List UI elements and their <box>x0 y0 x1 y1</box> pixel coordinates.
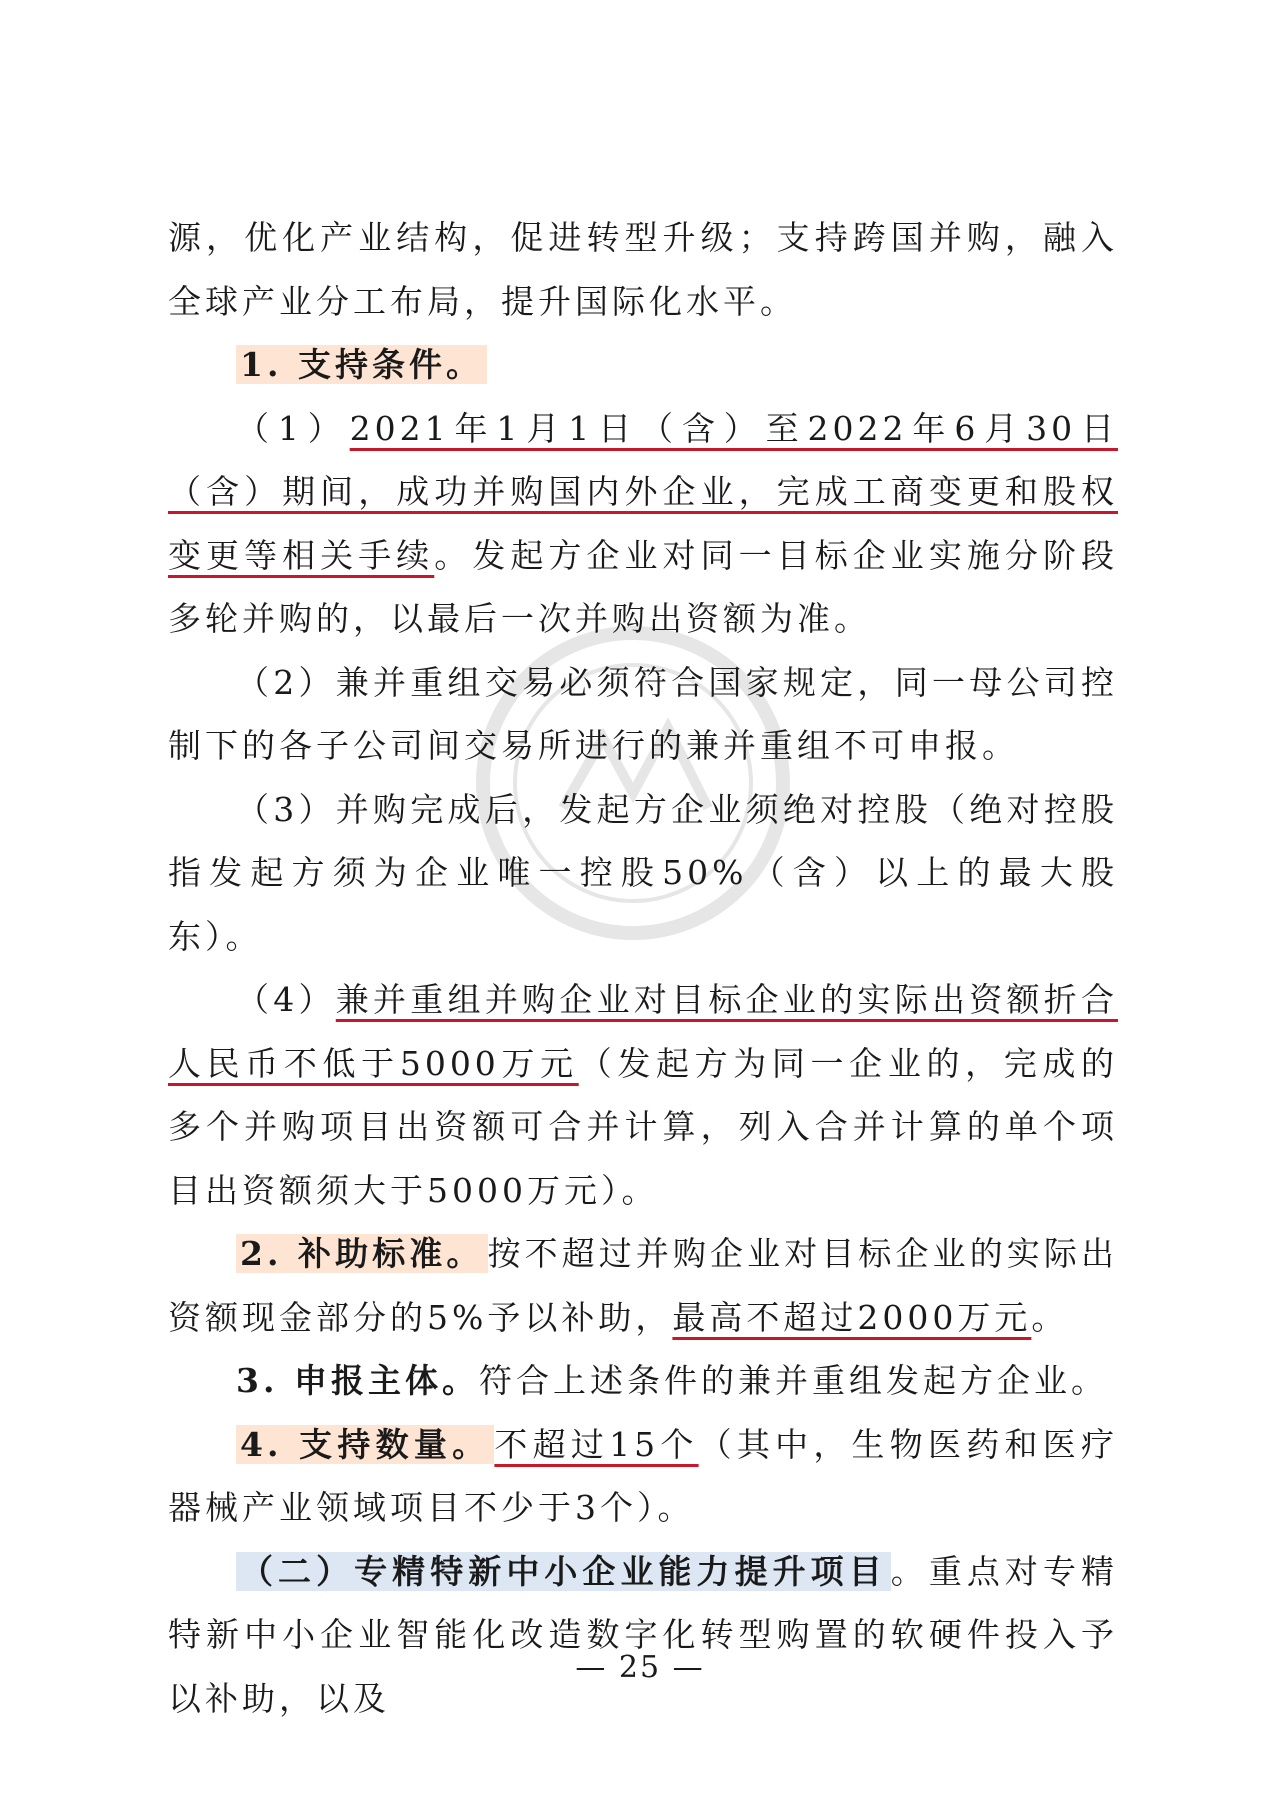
section-2-title: （二）专精特新中小企业能力提升项目 <box>236 1552 891 1591</box>
heading-2-highlight: 2. 补助标准。 <box>236 1234 488 1273</box>
condition-1 <box>168 397 1118 651</box>
condition-4-number: （4） <box>236 980 336 1019</box>
condition-4-underlined: 兼并重组并购企业对目标企业的实际出资额折合人民币不低于5000万元 <box>168 980 1118 1083</box>
heading-3: 3. 申报主体。 <box>236 1361 479 1400</box>
condition-4-rest: （发起方为同一企业的，完成的多个并购项目出资额可合并计算，列入合并计算的单个项目出资额须大于5000万元）。 <box>168 1043 1119 1210</box>
heading-support-conditions <box>168 333 1118 397</box>
subsidy-standard-end: 。 <box>1031 1297 1069 1337</box>
condition-3: （3）并购完成后，发起方企业须绝对控股（绝对控股指发起方须为企业唯一控股50%（含）以上的最大股东）。 <box>168 789 1118 956</box>
condition-1-rest: 。发起方企业对同一目标企业实施分阶段多轮并购的，以最后一次并购出资额为准。 <box>168 535 1119 638</box>
support-quantity-rest: （其中，生物医药和医疗器械产业领域项目不少于3个）。 <box>168 1424 1118 1527</box>
page-number: — 25 — <box>575 1650 705 1685</box>
section-2 <box>168 1540 1118 1731</box>
condition-1-number: （1） <box>236 408 350 448</box>
applicant <box>168 1349 1118 1413</box>
subsidy-standard-text: 按不超过并购企业对目标企业的实际出资额现金部分的5%予以补助， <box>168 1234 1118 1337</box>
subsidy-standard-underlined: 最高不超过2000万元 <box>672 1297 1032 1337</box>
support-quantity-underlined: 不超过15个 <box>494 1424 699 1464</box>
paragraph-intro-end: 源，优化产业结构，促进转型升级；支持跨国并购，融入全球产业分工布局，提升国际化水平。 <box>168 218 1118 321</box>
section-2-text: 。重点对专精特新中小企业智能化改造数字化转型购置的软硬件投入予以补助，以及 <box>168 1551 1119 1718</box>
subsidy-standard <box>168 1222 1118 1349</box>
support-quantity <box>168 1413 1118 1540</box>
heading-1-highlight: 1. 支持条件。 <box>236 345 487 384</box>
condition-2: （2）兼并重组交易必须符合国家规定，同一母公司控制下的各子公司间交易所进行的兼并重组不可申报。 <box>168 662 1118 765</box>
heading-4-highlight: 4. 支持数量。 <box>236 1425 494 1464</box>
condition-4 <box>168 968 1118 1222</box>
condition-1-underlined: 2021年1月1日（含）至2022年6月30日（含）期间，成功并购国内外企业，完成工商变更和股权变更等相关手续 <box>168 408 1118 575</box>
applicant-text: 符合上述条件的兼并重组发起方企业。 <box>478 1361 1108 1400</box>
document-body <box>168 206 1118 1730</box>
